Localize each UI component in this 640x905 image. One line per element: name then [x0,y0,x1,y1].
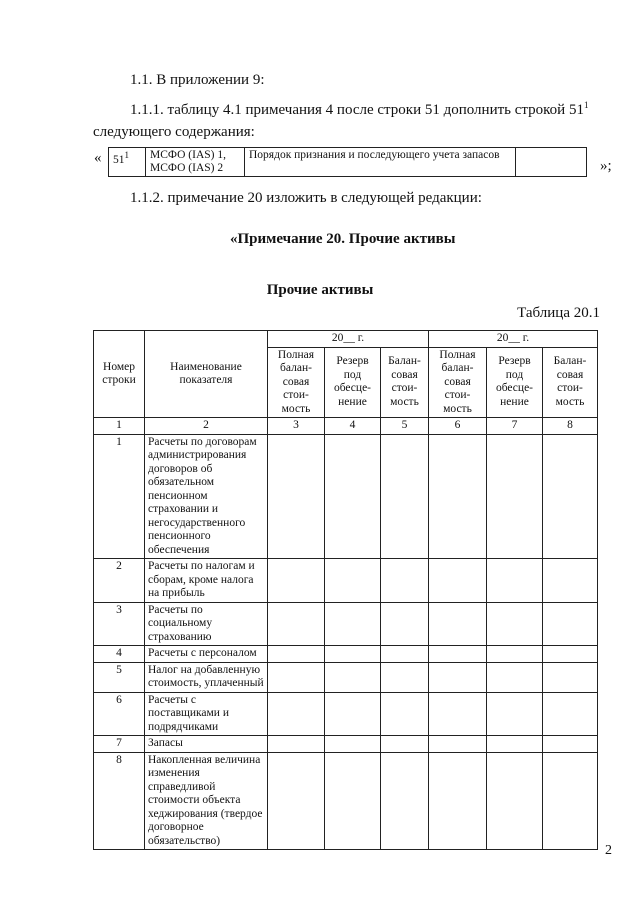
table-row [94,646,598,663]
row-name: Расчеты по налогам и сборам, кроме налога на прибыль [145,559,268,603]
row-name: Накопленная величина изменения справедливой стоимости объекта хеджирования (твердое договорное обязательство) [145,752,268,850]
paragraph-4: 1.1.2. примечание 20 изложить в следующей редакции: [130,190,482,206]
quote-open: « [94,150,102,166]
row-num: 3 [94,602,145,646]
paragraph-1: 1.1. В приложении 9: [130,72,265,88]
row-name: Расчеты по договорам администрирования договоров об обязательном пенсионном страховании и негосударственного пенсионного обеспечения [145,434,268,559]
section-title: Прочие активы [266,282,374,298]
col-index: 6 [429,418,487,435]
col-index: 2 [145,418,268,435]
col-index: 3 [268,418,325,435]
row-num: 2 [94,559,145,603]
row-name: Расчеты с поставщиками и подрядчиками [145,692,268,736]
table-row [94,736,598,753]
quote-close: »; [600,158,612,174]
note-title: «Примечание 20. Прочие активы [230,231,456,247]
table-row [94,692,598,736]
row-name: Расчеты по социальному страхованию [145,602,268,646]
col-index: 4 [325,418,381,435]
row-name: Налог на добавленную стоимость, уплаченный [145,662,268,692]
row-num: 8 [94,752,145,850]
row-num: 1 [94,434,145,559]
col-index: 7 [487,418,543,435]
inserted-row-standard-2: МСФО (IAS) 2 [150,162,224,174]
header-row-periods [94,331,598,348]
row-num: 6 [94,692,145,736]
header-reserve-1: Резерв под обесце-нение [325,347,381,418]
table-row [94,662,598,692]
header-book-value-2: Балан-совая стои-мость [543,347,598,418]
row-num: 5 [94,662,145,692]
row-num: 4 [94,646,145,663]
paragraph-3: следующего содержания: [93,124,255,140]
table-row [94,559,598,603]
row-name: Запасы [145,736,268,753]
table-row [94,602,598,646]
inserted-row-table [108,147,587,177]
paragraph-2-text: 1.1.1. таблицу 4.1 примечания 4 после строки 51 дополнить строкой 51 [130,102,584,118]
inserted-row-num: $51^1$ [109,148,146,177]
col-index: 5 [381,418,429,435]
header-period-2: 20__ г. [429,331,598,348]
header-full-value-1: Полная балан-совая стои-мость [268,347,325,418]
col-index: 1 [94,418,145,435]
inserted-row-description: Порядок признания и последующего учета запасов [245,148,516,177]
row-num: 7 [94,736,145,753]
row-name: Расчеты с персоналом [145,646,268,663]
header-full-value-2: Полная балан-совая стои-мость [429,347,487,418]
inserted-row [109,148,587,177]
paragraph-2 [130,100,588,119]
table-label: Таблица 20.1 [517,305,600,321]
table-row [94,434,598,559]
inserted-row-standard [146,148,245,177]
header-name: Наименование показателя [145,331,268,418]
header-period-1: 20__ г. [268,331,429,348]
header-book-value-1: Балан-совая стои-мость [381,347,429,418]
inserted-row-standard-1: МСФО (IAS) 1, [150,149,226,161]
column-index-row [94,418,598,435]
table-row [94,752,598,850]
assets-table [93,330,598,850]
paragraph-2-sup: 1 [583,100,589,110]
inserted-row-extra [516,148,587,177]
header-num: Номер строки [94,331,145,418]
col-index: 8 [543,418,598,435]
header-reserve-2: Резерв под обесце-нение [487,347,543,418]
page-number: 2 [605,843,612,858]
